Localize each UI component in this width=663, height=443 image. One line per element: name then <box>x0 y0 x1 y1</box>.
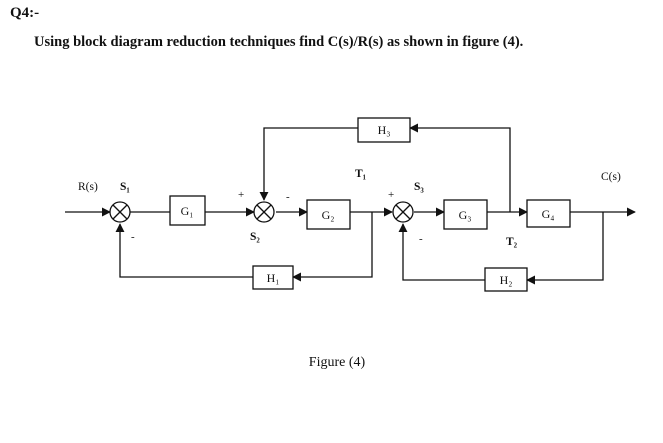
h2-feedback-out-line <box>403 224 485 280</box>
question-number: Q4:- <box>10 5 40 21</box>
h1-feedback-out-line <box>120 224 253 277</box>
summing-junction-s2 <box>254 202 274 222</box>
block-h1-label: H₁ <box>266 271 280 285</box>
s1-minus-sign: - <box>131 231 135 243</box>
s2-plus-sign: + <box>238 189 245 201</box>
summing-junction-s1 <box>110 202 130 222</box>
block-g3-label: G₃ <box>458 208 472 222</box>
block-h3-label: H₃ <box>377 123 391 137</box>
figure-caption: Figure (4) <box>308 355 366 370</box>
s3-label: S₃ <box>414 181 424 193</box>
block-g1-label: G₁ <box>180 204 194 218</box>
question-text: Using block diagram reduction techniques find C(s)/R(s) as shown in figure (4). <box>34 34 524 50</box>
h3-feedback-out-line <box>264 128 358 200</box>
s1-label: S₁ <box>120 181 130 193</box>
t2-label: T₂ <box>506 236 518 248</box>
summing-junction-s3 <box>393 202 413 222</box>
s3-minus-sign: - <box>419 233 423 245</box>
input-label: R(s) <box>78 181 98 193</box>
t1-label: T₁ <box>355 168 367 180</box>
s2-label: S₂ <box>250 231 260 243</box>
s3-plus-sign: + <box>388 189 395 201</box>
block-h2-label: H₂ <box>499 273 513 287</box>
block-g2-label: G₂ <box>321 208 335 222</box>
block-g4-label: G₄ <box>541 207 555 221</box>
s2-minus-sign: - <box>286 191 290 203</box>
output-label: C(s) <box>601 171 621 183</box>
